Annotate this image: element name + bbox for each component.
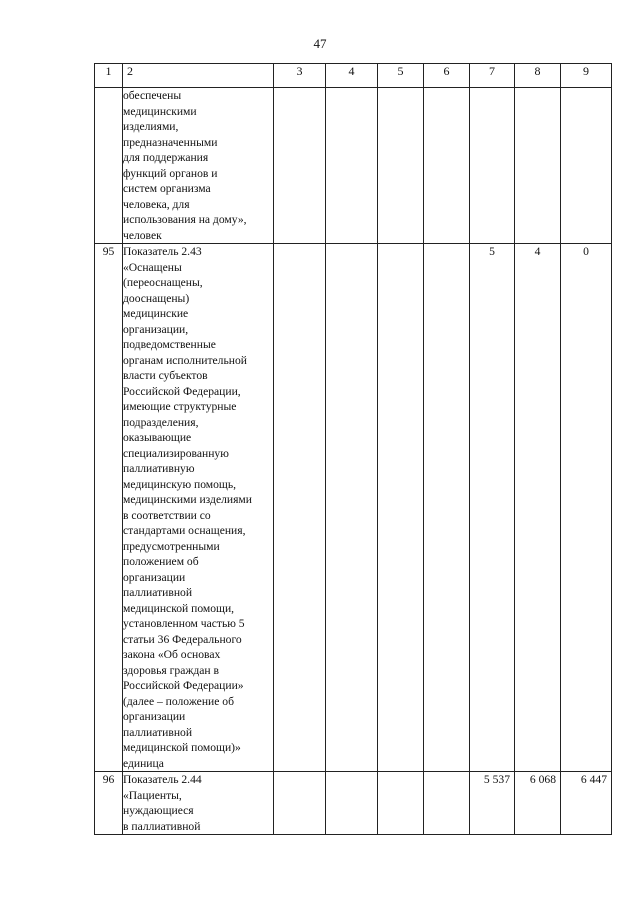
description-line: медицинской помощи)»: [123, 741, 241, 754]
description-line: подразделения,: [123, 415, 199, 429]
column-header: 1: [95, 64, 123, 88]
table-row: [95, 88, 612, 244]
description-line: Российской Федерации»: [123, 679, 244, 692]
description-line: человек: [123, 228, 162, 242]
column-header: 4: [326, 64, 378, 88]
description-line: медицинскими: [123, 104, 197, 118]
description-line: Показатель 2.43: [123, 245, 202, 258]
description-line: единица: [123, 756, 164, 770]
description-line: организации,: [123, 322, 189, 336]
description-line: положением об: [123, 555, 199, 568]
description-line: «Оснащены: [123, 260, 182, 274]
row-number-cell: 95: [95, 244, 123, 772]
value-cell-col-6: [424, 88, 470, 244]
description-line: нуждающиеся: [123, 804, 194, 817]
description-line: медицинскими изделиями: [123, 493, 252, 506]
description-line: власти субъектов: [123, 369, 208, 382]
indicator-description-cell: [123, 88, 274, 244]
value-cell-col-6: [424, 772, 470, 835]
description-line: медицинской помощи,: [123, 601, 235, 615]
description-line: «Пациенты,: [123, 788, 182, 802]
value-cell-col-7: 5: [470, 244, 515, 772]
description-line: (далее – положение об: [123, 694, 234, 708]
description-line: установленном частью 5: [123, 617, 245, 630]
description-line: паллиативной: [123, 725, 193, 739]
description-line: предназначенными: [123, 135, 218, 149]
description-line: в паллиативной: [123, 819, 201, 833]
value-cell-col-4: [326, 244, 378, 772]
description-line: организации: [123, 710, 186, 723]
row-number-cell: 96: [95, 772, 123, 835]
value-cell-col-5: [378, 88, 424, 244]
indicators-table: [94, 63, 612, 835]
description-line: органам исполнительной: [123, 353, 247, 367]
table-header-row: [95, 64, 612, 88]
description-line: оказывающие: [123, 431, 192, 444]
description-line: функций органов и: [123, 166, 218, 180]
description-line: медицинскую помощь,: [123, 477, 237, 491]
description-line: закона «Об основах: [123, 648, 221, 661]
description-line: стандартами оснащения,: [123, 524, 246, 537]
value-cell-col-9: 6 447: [561, 772, 612, 835]
page-number: 47: [313, 36, 327, 51]
value-cell-col-9: 0: [561, 244, 612, 772]
description-line: человека, для: [123, 197, 190, 211]
row-number-cell: [95, 88, 123, 244]
value-cell-col-7: [470, 88, 515, 244]
column-header: 9: [561, 64, 612, 88]
value-cell-col-7: 5 537: [470, 772, 515, 835]
value-cell-col-3: [274, 88, 326, 244]
description-line: предусмотренными: [123, 539, 220, 553]
description-line: статьи 36 Федерального: [123, 632, 242, 646]
description-line: обеспечены: [123, 89, 182, 102]
value-cell-col-5: [378, 244, 424, 772]
indicator-description-cell: [123, 244, 274, 772]
description-line: для поддержания: [123, 151, 209, 164]
description-line: медицинские: [123, 307, 189, 320]
description-line: паллиативную: [123, 462, 195, 475]
column-header: 3: [274, 64, 326, 88]
description-line: Российской Федерации,: [123, 384, 241, 398]
column-header: 7: [470, 64, 515, 88]
description-line: организации: [123, 570, 186, 584]
value-cell-col-8: 6 068: [515, 772, 561, 835]
column-header: 8: [515, 64, 561, 88]
description-line: использования на дому»,: [123, 213, 247, 226]
value-cell-col-6: [424, 244, 470, 772]
column-header: 5: [378, 64, 424, 88]
value-cell-col-8: [515, 88, 561, 244]
column-header: 6: [424, 64, 470, 88]
value-cell-col-4: [326, 88, 378, 244]
description-line: изделиями,: [123, 120, 179, 133]
description-line: специализированную: [123, 446, 229, 460]
table-row: [95, 244, 612, 772]
description-line: подведомственные: [123, 338, 216, 351]
indicator-description-cell: [123, 772, 274, 835]
value-cell-col-3: [274, 244, 326, 772]
value-cell-col-8: 4: [515, 244, 561, 772]
description-line: в соответствии со: [123, 508, 211, 522]
value-cell-col-3: [274, 772, 326, 835]
description-line: систем организма: [123, 182, 211, 195]
description-line: здоровья граждан в: [123, 663, 219, 677]
description-line: паллиативной: [123, 586, 193, 599]
column-header: 2: [123, 64, 274, 88]
description-line: (переоснащены,: [123, 276, 203, 289]
description-line: Показатель 2.44: [123, 773, 202, 786]
description-line: имеющие структурные: [123, 400, 237, 413]
value-cell-col-4: [326, 772, 378, 835]
table-row: [95, 772, 612, 835]
value-cell-col-9: [561, 88, 612, 244]
description-line: дооснащены): [123, 291, 190, 305]
value-cell-col-5: [378, 772, 424, 835]
